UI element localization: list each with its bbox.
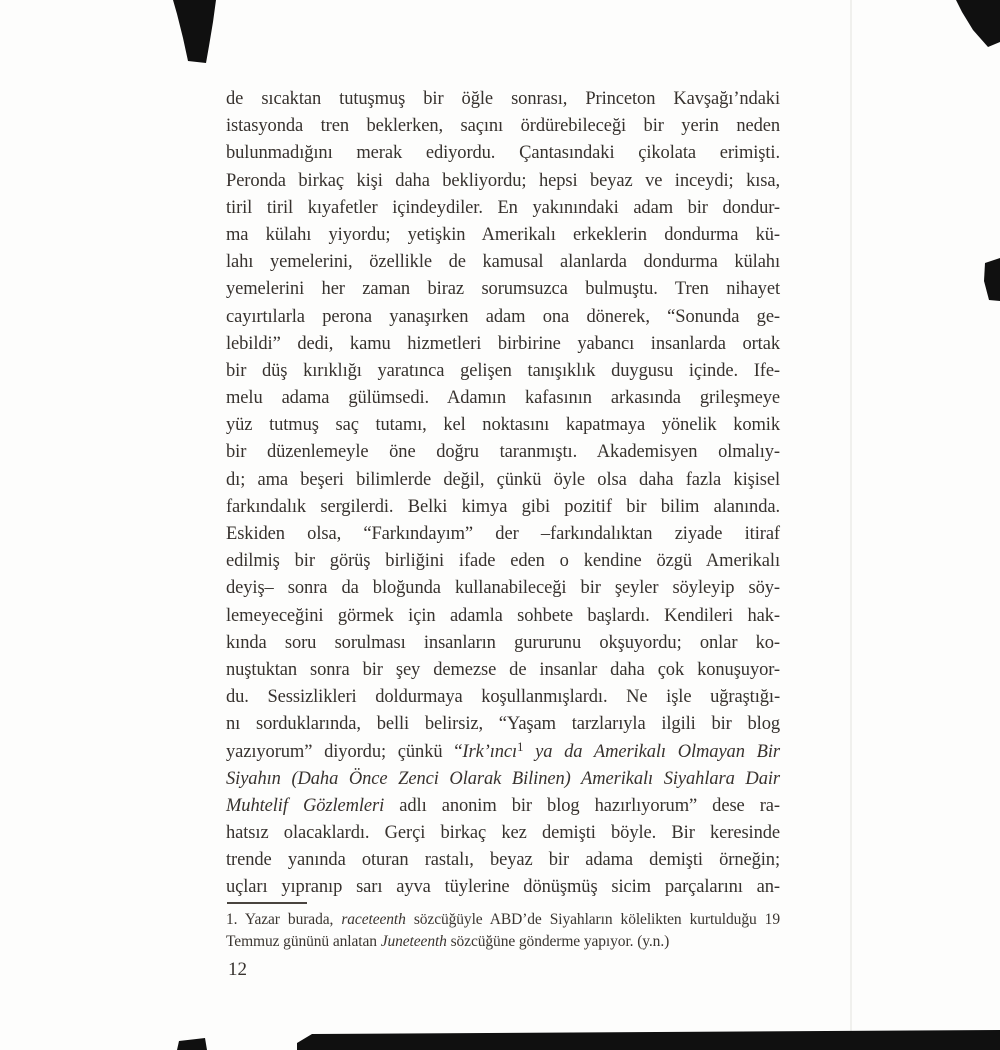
text-segment: ya da Amerikalı Olmayan Bir xyxy=(523,741,780,762)
text-segment: farkındalık sergilerdi. Belki kimya gibi pozitif bir bilim alanında. xyxy=(226,496,780,517)
body-line xyxy=(226,684,780,711)
text-segment: uçları yıpranıp sarı ayva tüylerine dönüşmüş sicim parçalarını an- xyxy=(226,877,780,898)
footnote-line xyxy=(226,931,780,953)
text-segment: Temmuz gününü anlatan xyxy=(226,933,381,950)
scan-mark-bottom-bar xyxy=(297,1030,1000,1050)
scan-mark-bottom-left xyxy=(177,1038,207,1050)
text-segment: yemelerini her zaman biraz sorumsuzca bulmuştu. Tren nihayet xyxy=(226,279,780,300)
scan-mark-top-right xyxy=(956,0,1000,47)
text-segment: bir düzenlemeyle öne doğru taranmıştı. Akademisyen olmalıy- xyxy=(226,442,780,463)
body-line xyxy=(226,195,780,222)
text-segment: bir düş kırıklığı yaratınca gelişen tanışıklık duygusu içinde. Ife- xyxy=(226,360,780,381)
body-line xyxy=(226,603,780,630)
body-line xyxy=(226,467,780,494)
body-line xyxy=(226,304,780,331)
text-segment: du. Sessizlikleri doldurmaya koşullanmışlardı. Ne işle uğraştığı- xyxy=(226,687,780,708)
text-segment: hatsız olacaklardı. Gerçi birkaç kez demişti böyle. Bir keresinde xyxy=(226,823,780,844)
body-line xyxy=(226,86,780,113)
text-segment: nuştuktan sonra bir şey demezse de insanlar daha çok konuşuyor- xyxy=(226,659,780,680)
body-line xyxy=(226,249,780,276)
text-segment: Siyahın (Daha Önce Zenci Olarak Bilinen) Amerikalı Siyahlara Dair xyxy=(226,768,780,789)
body-text xyxy=(226,86,780,902)
scan-fold-line xyxy=(850,0,852,1032)
body-line xyxy=(226,358,780,385)
body-line xyxy=(226,630,780,657)
text-segment: yüz tutmuş saç tutamı, kel noktasını kapatmaya yönelik komik xyxy=(226,415,780,436)
text-segment: 1. Yazar burada, xyxy=(226,911,342,928)
text-segment: tiril tiril kıyafetler içindeydiler. En yakınındaki adam bir dondur- xyxy=(226,197,780,218)
body-line xyxy=(226,439,780,466)
text-segment: deyiş– sonra da bloğunda kullanabileceği bir şeyler söyleyip söy- xyxy=(226,578,780,599)
text-segment: kında soru sorulması insanların gururunu okşuyordu; onlar ko- xyxy=(226,632,780,653)
scan-mark-top xyxy=(173,0,216,63)
footnote-rule xyxy=(227,902,307,904)
body-line xyxy=(226,548,780,575)
body-line xyxy=(226,168,780,195)
text-segment: Juneteenth xyxy=(380,933,447,950)
text-segment: adlı anonim bir blog hazırlıyorum” dese ra- xyxy=(384,795,780,816)
body-line xyxy=(226,793,780,820)
footnote-text xyxy=(226,909,780,953)
text-segment: ma külahı yiyordu; yetişkin Amerikalı erkeklerin dondurma kü- xyxy=(226,224,780,245)
page-number: 12 xyxy=(228,959,247,980)
body-line xyxy=(226,657,780,684)
text-segment: trende yanında oturan rastalı, beyaz bir adama demişti örneğin; xyxy=(226,850,780,871)
body-line xyxy=(226,711,780,738)
body-line xyxy=(226,140,780,167)
text-segment: Irk’ıncı xyxy=(462,741,518,762)
body-line xyxy=(226,276,780,303)
text-segment: sözcüğüyle ABD’de Siyahların kölelikten kurtulduğu 19 xyxy=(405,911,780,928)
body-line xyxy=(226,521,780,548)
text-segment: lemeyeceğini görmek için adamla sohbete başlardı. Kendileri hak- xyxy=(226,605,780,626)
text-segment: Muhtelif Gözlemleri xyxy=(226,795,385,816)
text-segment: Eskiden olsa, “Farkındayım” der –farkındalıktan ziyade itiraf xyxy=(226,524,780,544)
body-line xyxy=(226,385,780,412)
text-segment: cayırtılarla perona yanaşırken adam ona dönerek, “Sonunda ge- xyxy=(226,306,780,327)
text-segment: yazıyorum” diyordu; çünkü “ xyxy=(226,741,463,762)
text-segment: Peronda birkaç kişi daha bekliyordu; hepsi beyaz ve inceydi; kısa, xyxy=(226,170,780,191)
body-line xyxy=(226,222,780,249)
body-line xyxy=(226,766,780,793)
text-segment: raceteenth xyxy=(341,911,406,928)
body-line xyxy=(226,113,780,140)
text-segment: nı sorduklarında, belli belirsiz, “Yaşam tarzlarıyla ilgili bir blog xyxy=(226,714,780,735)
body-line xyxy=(226,820,780,847)
text-segment: melu adama gülümsedi. Adamın kafasının arkasında grileşmeye xyxy=(226,388,780,409)
text-segment: edilmiş bir görüş birliğini ifade eden o kendine özgü Amerikalı xyxy=(226,551,780,572)
text-segment: dı; ama beşeri bilimlerde değil, çünkü öyle olsa daha fazla kişisel xyxy=(226,469,780,490)
footnote-line xyxy=(226,909,780,931)
text-segment: istasyonda tren beklerken, saçını ördürebileceği bir yerin neden xyxy=(226,116,780,137)
body-line xyxy=(226,412,780,439)
text-segment: lahı yemelerini, özellikle de kamusal alanlarda dondurma külahı xyxy=(226,252,780,273)
scan-mark-right-edge xyxy=(984,258,1000,301)
body-line xyxy=(226,739,780,766)
body-line xyxy=(226,494,780,521)
body-line xyxy=(226,847,780,874)
footnote-marker: 1 xyxy=(517,739,524,754)
text-segment: sözcüğüne gönderme yapıyor. (y.n.) xyxy=(446,933,670,950)
text-segment: de sıcaktan tutuşmuş bir öğle sonrası, Princeton Kavşağı’ndaki xyxy=(226,89,780,109)
body-line xyxy=(226,874,780,901)
text-segment: bulunmadığını merak ediyordu. Çantasındaki çikolata erimişti. xyxy=(226,143,780,164)
text-segment: lebildi” dedi, kamu hizmetleri birbirine yabancı insanlarda ortak xyxy=(226,333,780,354)
body-line xyxy=(226,331,780,358)
body-line xyxy=(226,575,780,602)
